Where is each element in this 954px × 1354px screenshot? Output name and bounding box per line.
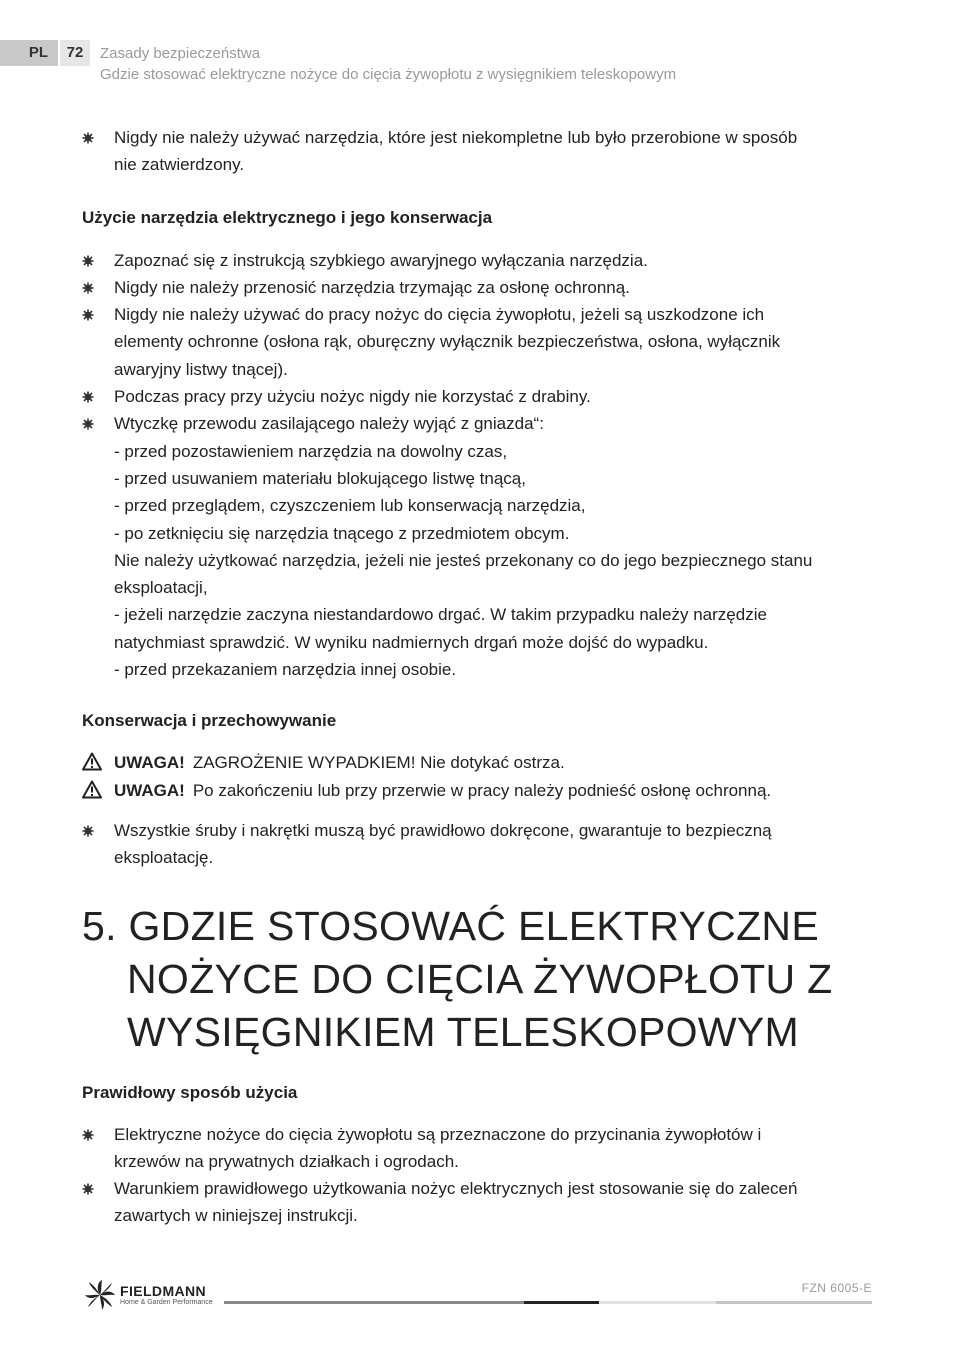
bullet-subline: - po zetknięciu się narzędzia tnącego z przedmiotem obcym. [114, 523, 570, 543]
list-item [82, 1175, 872, 1230]
bullet-icon [82, 132, 94, 144]
bullet-text-line: nie zatwierdzony. [114, 155, 245, 175]
bullet-text-line: krzewów na prywatnych działkach i ogrodach. [114, 1151, 459, 1171]
chapter-title: 5. GDZIE STOSOWAĆ ELEKTRYCZNE NOŻYCE DO CIĘCIA ŻYWOPŁOTU Z WYSIĘGNIKIEM TELESKOPOWYM [82, 902, 833, 1055]
warning-label: UWAGA! [114, 780, 185, 800]
list-item [82, 410, 872, 683]
bullet-text-line: Elektryczne nożyce do cięcia żywopłotu są przeznaczone do przycinania żywopłotów i [114, 1124, 762, 1144]
bullet-icon [82, 391, 94, 403]
list-item [82, 274, 872, 301]
section-heading-maintenance: Konserwacja i przechowywanie [82, 711, 337, 731]
warning-line [82, 777, 872, 804]
footer-rule-end [716, 1301, 872, 1304]
warning-text: Po zakończeniu lub przy przerwie w pracy należy podnieść osłonę ochronną. [192, 780, 772, 800]
fieldmann-logo-icon [82, 1278, 118, 1312]
bullet-text-line: zawartych w niniejszej instrukcji. [114, 1206, 358, 1226]
bullet-subline: natychmiast sprawdzić. W wyniku nadmiernych drgań może dojść do wypadku. [114, 632, 709, 652]
warning-triangle-icon [82, 752, 102, 771]
bullet-text-line: elementy ochronne (osłona rąk, oburęczny wyłącznik bezpieczeństwa, osłona, wyłącznik [114, 332, 781, 352]
bullet-subline: - przed przekazaniem narzędzia innej osobie. [114, 660, 457, 680]
warning-text: ZAGROŻENIE WYPADKIEM! Nie dotykać ostrza. [192, 753, 565, 773]
language-tab [0, 40, 58, 66]
warning-triangle-icon [82, 780, 102, 799]
running-header [100, 43, 676, 85]
brand-tagline: Home & Garden Performance [120, 1299, 213, 1306]
bullet-text-line: Nigdy nie należy przenosić narzędzia trzymając za osłonę ochronną. [114, 277, 630, 297]
bullet-subline: - przed usuwaniem materiału blokującego listwę tnącą, [114, 468, 526, 488]
warning-label: UWAGA! [114, 753, 185, 773]
footer-rule-accent [524, 1301, 599, 1304]
page-content [82, 124, 872, 1230]
bullet-text-line: Nigdy nie należy używać do pracy nożyc do cięcia żywopłotu, jeżeli są uszkodzone ich [114, 305, 765, 325]
bullet-icon [82, 255, 94, 267]
model-number: FZN 6005-E [801, 1281, 872, 1295]
bullet-text-line: Wtyczkę przewodu zasilającego należy wyjąć z gniazda“: [114, 414, 544, 434]
warning-line [82, 749, 872, 776]
list-item [82, 817, 872, 872]
bullet-text-line: Wszystkie śruby i nakrętki muszą być prawidłowo dokręcone, gwarantuje to bezpieczną [114, 820, 772, 840]
bullet-subline: - przed pozostawieniem narzędzia na dowolny czas, [114, 441, 508, 461]
bullet-text-line: Nigdy nie należy używać narzędzia, które jest niekompletne lub było przerobione w sposób [114, 128, 798, 147]
brand-name: FIELDMANN [120, 1283, 207, 1299]
page-number: 72 [60, 40, 90, 66]
bullet-subline: - jeżeli narzędzie zaczyna niestandardowo drgać. W takim przypadku należy narzędzie [114, 605, 767, 625]
list-item [82, 1121, 872, 1176]
bullet-subline: Nie należy użytkować narzędzia, jeżeli nie jesteś przekonany co do jego bezpiecznego stanu [114, 550, 813, 570]
bullet-icon [82, 282, 94, 294]
running-header-chapter: Gdzie stosować elektryczne nożyce do cięcia żywopłotu z wysięgnikiem teleskopowym [100, 66, 677, 83]
bullet-icon [82, 309, 94, 321]
bullet-text-line: Zapoznać się z instrukcją szybkiego awaryjnego wyłączania narzędzia. [114, 250, 648, 270]
bullet-icon [82, 1183, 94, 1195]
bullet-subline: - przed przeglądem, czyszczeniem lub konserwacją narzędzia, [114, 496, 586, 516]
section-heading-proper-use: Prawidłowy sposób użycia [82, 1082, 298, 1102]
bullet-text-line: eksploatację. [114, 848, 214, 868]
footer-rule [224, 1301, 524, 1304]
bullet-icon [82, 1129, 94, 1141]
bullet-text-line: awaryjny listwy tnącej). [114, 359, 288, 379]
bullet-icon [82, 825, 94, 837]
bullet-text-line: Warunkiem prawidłowego użytkowania nożyc elektrycznych jest stosowanie się do zaleceń [114, 1179, 798, 1199]
list-item [82, 124, 872, 179]
bullet-icon [82, 418, 94, 430]
language-code: PL [28, 44, 48, 61]
section-heading-usage: Użycie narzędzia elektrycznego i jego konserwacja [82, 207, 493, 227]
list-item [82, 247, 872, 274]
bullet-text-line: Podczas pracy przy użyciu nożyc nigdy nie korzystać z drabiny. [114, 387, 591, 407]
list-item [82, 301, 872, 383]
list-item [82, 383, 872, 410]
running-header-section: Zasady bezpieczeństwa [100, 45, 261, 62]
footer-rule-light [599, 1301, 716, 1304]
bullet-subline: eksploatacji, [114, 578, 208, 598]
